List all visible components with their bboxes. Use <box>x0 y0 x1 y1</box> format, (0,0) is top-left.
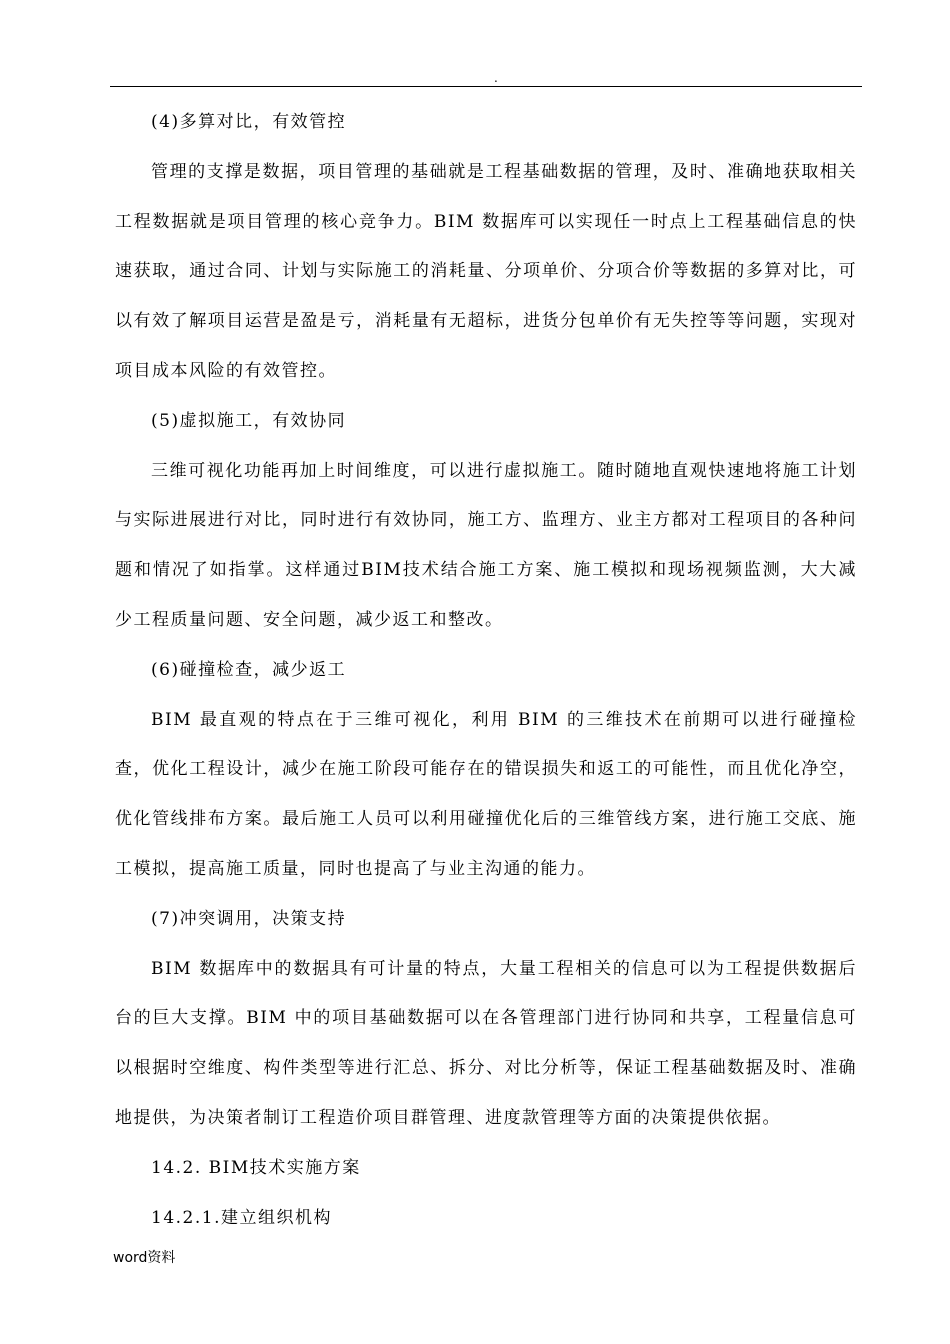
paragraph-5: 三维可视化功能再加上时间维度，可以进行虚拟施工。随时随地直观快速地将施工计划与实际进展进行对比，同时进行有效协同，施工方、监理方、业主方都对工程项目的各种问题和情况了如指掌。这样通过BIM技术结合施工方案、施工模拟和现场视频监测，大大减少工程质量问题、安全问题，减少返工和整改。 <box>115 460 857 630</box>
footer-label: word资料 <box>113 1250 176 1266</box>
header-mark: . <box>494 71 498 85</box>
document-body <box>115 98 857 1243</box>
header-rule <box>110 86 862 87</box>
section-heading-5: (5)虚拟施工，有效协同 <box>151 410 347 431</box>
section-heading-6: (6)碰撞检查，减少返工 <box>151 659 347 680</box>
section-heading-7: (7)冲突调用，决策支持 <box>151 908 347 929</box>
paragraph-6: BIM 最直观的特点在于三维可视化，利用 BIM 的三维技术在前期可以进行碰撞检查，优化工程设计，减少在施工阶段可能存在的错误损失和返工的可能性，而且优化净空，优化管线排布方案。最后施工人员可以利用碰撞优化后的三维管线方案，进行施工交底、施工模拟，提高施工质量，同时也提高了与业主沟通的能力。 <box>115 709 857 879</box>
section-heading-4: (4)多算对比，有效管控 <box>151 112 347 132</box>
paragraph-4: 管理的支撑是数据，项目管理的基础就是工程基础数据的管理，及时、准确地获取相关工程数据就是项目管理的核心竞争力。BIM 数据库可以实现任一时点上工程基础信息的快速获取，通过合同、计划与实际施工的消耗量、分项单价、分项合价等数据的多算对比，可以有效了解项目运营是盈是亏，消耗量有无超标，进货分包单价有无失控等等问题，实现对项目成本风险的有效管控。 <box>115 161 857 381</box>
section-heading-14-2-1: 14.2.1.建立组织机构 <box>151 1207 332 1228</box>
paragraph-7: BIM 数据库中的数据具有可计量的特点，大量工程相关的信息可以为工程提供数据后台的巨大支撑。BIM 中的项目基础数据可以在各管理部门进行协同和共享，工程量信息可以根据时空维度、构件类型等进行汇总、拆分、对比分析等，保证工程基础数据及时、准确地提供，为决策者制订工程造价项目群管理、进度款管理等方面的决策提供依据。 <box>115 958 857 1128</box>
section-heading-14-2: 14.2. BIM技术实施方案 <box>151 1157 361 1178</box>
